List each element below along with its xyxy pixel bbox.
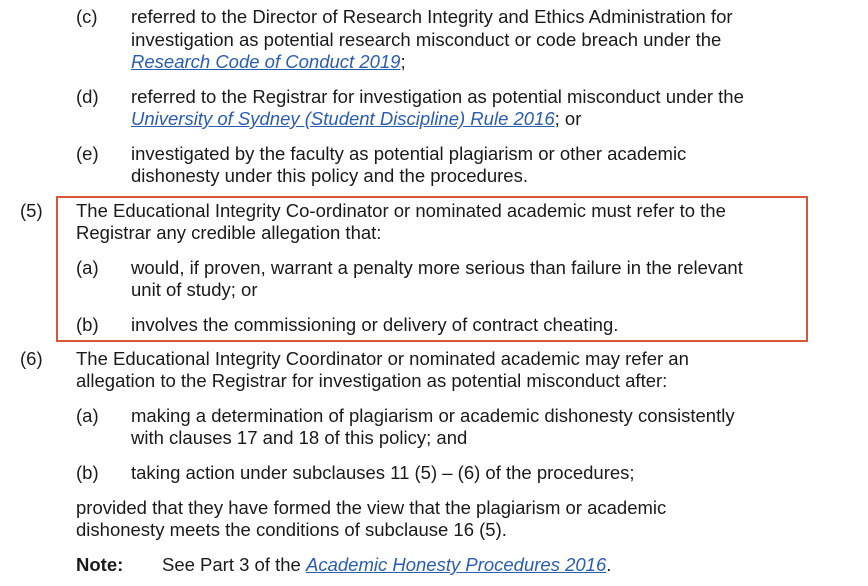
clause-5-text-line1: The Educational Integrity Co-ordinator or nominated academic must refer to the (76, 200, 726, 221)
item-c-label: (c) (76, 6, 98, 27)
item-d-text-line1: referred to the Registrar for investigation as potential misconduct under the (131, 86, 744, 107)
clause-6b-label: (b) (76, 462, 99, 483)
research-code-link[interactable]: Research Code of Conduct 2019 (131, 51, 401, 72)
clause-6-text-line2: allegation to the Registrar for investigation as potential misconduct after: (76, 370, 668, 391)
note-prefix: See Part 3 of the (162, 554, 306, 575)
clause-6a-label: (a) (76, 405, 99, 426)
clause-5-text-line2: Registrar any credible allegation that: (76, 222, 382, 243)
clause-6-provided-line2: dishonesty meets the conditions of subclause 16 (5). (76, 519, 507, 540)
item-d-suffix: ; or (554, 108, 582, 129)
item-c-suffix: ; (400, 51, 406, 72)
clause-6-provided-line1: provided that they have formed the view that the plagiarism or academic (76, 497, 667, 518)
note-suffix: . (606, 554, 612, 575)
item-e-text-line1: investigated by the faculty as potential plagiarism or other academic (131, 143, 687, 164)
note-label: Note: (76, 554, 124, 575)
clause-6a-text-line2: with clauses 17 and 18 of this policy; and (131, 427, 468, 448)
clause-6a-text-line1: making a determination of plagiarism or academic dishonesty consistently (131, 405, 735, 426)
clause-5a-text-line1: would, if proven, warrant a penalty more serious than failure in the relevant (131, 257, 743, 278)
student-discipline-rule-link[interactable]: University of Sydney (Student Discipline) Rule 2016 (131, 108, 555, 129)
clause-6-text-line1: The Educational Integrity Coordinator or nominated academic may refer an (76, 348, 689, 369)
clause-5-label: (5) (20, 200, 43, 221)
clause-5b-text-line1: involves the commissioning or delivery of contract cheating. (131, 314, 619, 335)
clause-6b-text-line1: taking action under subclauses 11 (5) – (6) of the procedures; (131, 462, 635, 483)
clause-5a-text-line2: unit of study; or (131, 279, 258, 300)
item-d-label: (d) (76, 86, 99, 107)
item-e-label: (e) (76, 143, 99, 164)
clause-6-label: (6) (20, 348, 43, 369)
item-c-text-line1: referred to the Director of Research Integrity and Ethics Administration for (131, 6, 733, 27)
clause-5b-label: (b) (76, 314, 99, 335)
note-text (162, 554, 611, 577)
item-d-text-line2 (131, 108, 581, 131)
item-e-text-line2: dishonesty under this policy and the procedures. (131, 165, 528, 186)
academic-honesty-procedures-link[interactable]: Academic Honesty Procedures 2016 (305, 554, 607, 575)
clause-5a-label: (a) (76, 257, 99, 278)
item-c-text-line3 (131, 51, 406, 74)
item-c-text-line2: investigation as potential research misconduct or code breach under the (131, 29, 722, 50)
